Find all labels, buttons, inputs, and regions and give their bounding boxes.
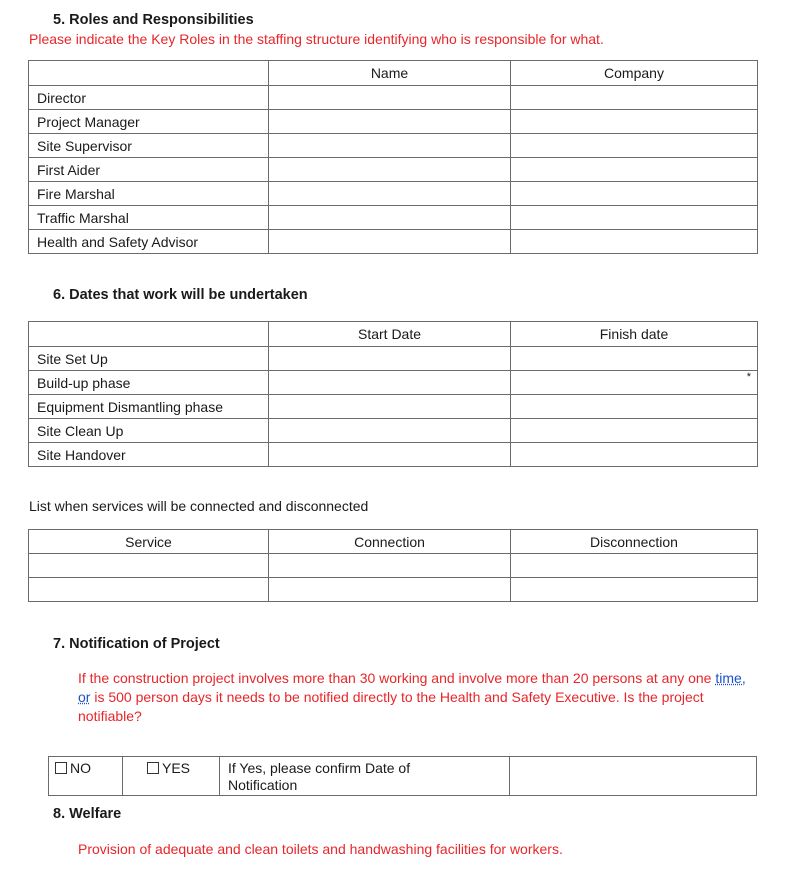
services-header-connection: Connection <box>269 530 511 554</box>
table-row <box>29 578 758 602</box>
company-cell[interactable] <box>511 134 758 158</box>
role-label: Fire Marshal <box>29 182 269 206</box>
services-header-disconnection: Disconnection <box>511 530 758 554</box>
phase-label: Equipment Dismantling phase <box>29 395 269 419</box>
role-label: Director <box>29 86 269 110</box>
start-date-cell[interactable] <box>269 395 511 419</box>
name-cell[interactable] <box>269 110 511 134</box>
roles-header-role <box>29 61 269 86</box>
service-cell[interactable] <box>29 578 269 602</box>
role-label: Traffic Marshal <box>29 206 269 230</box>
notification-table <box>48 756 757 796</box>
welfare-provision: Provision of adequate and clean toilets and handwashing facilities for workers. <box>78 841 563 857</box>
table-row <box>29 134 758 158</box>
services-header-service: Service <box>29 530 269 554</box>
dates-table <box>28 321 758 467</box>
table-row <box>29 371 758 395</box>
finish-date-cell[interactable] <box>511 419 758 443</box>
phase-label: Site Clean Up <box>29 419 269 443</box>
phase-label: Build-up phase <box>29 371 269 395</box>
dates-header-finish: Finish date <box>511 322 758 347</box>
name-cell[interactable] <box>269 182 511 206</box>
role-label: Project Manager <box>29 110 269 134</box>
phase-label: Site Set Up <box>29 347 269 371</box>
finish-date-cell[interactable] <box>511 443 758 467</box>
company-cell[interactable] <box>511 86 758 110</box>
name-cell[interactable] <box>269 86 511 110</box>
section-5-heading: 5. Roles and Responsibilities <box>53 12 254 28</box>
section-7-heading: 7. Notification of Project <box>53 636 220 652</box>
notification-row <box>49 757 757 796</box>
roles-header-name: Name <box>269 61 511 86</box>
table-row <box>29 110 758 134</box>
notification-text-before: If the construction project involves more than 30 working and involve more than 20 persons at any one <box>78 670 716 686</box>
company-cell[interactable] <box>511 182 758 206</box>
dates-header-start: Start Date <box>269 322 511 347</box>
table-row <box>29 230 758 254</box>
finish-date-cell[interactable] <box>511 371 758 395</box>
table-row <box>29 443 758 467</box>
no-checkbox[interactable] <box>55 762 67 774</box>
stray-mark: * <box>746 371 751 383</box>
disconnection-cell[interactable] <box>511 578 758 602</box>
services-intro: List when services will be connected and disconnected <box>29 498 369 514</box>
start-date-cell[interactable] <box>269 443 511 467</box>
finish-date-cell[interactable] <box>511 395 758 419</box>
table-row <box>29 554 758 578</box>
role-label: Site Supervisor <box>29 134 269 158</box>
table-row <box>29 158 758 182</box>
table-row <box>29 86 758 110</box>
company-cell[interactable] <box>511 206 758 230</box>
table-row <box>29 347 758 371</box>
roles-table <box>28 60 758 254</box>
yes-option[interactable] <box>123 757 220 796</box>
yes-label: YES <box>162 760 191 776</box>
company-cell[interactable] <box>511 110 758 134</box>
name-cell[interactable] <box>269 206 511 230</box>
notification-text-after: is 500 person days it needs to be notified directly to the Health and Safety Executive. Is the project notifiable? <box>78 689 704 724</box>
section-6-heading: 6. Dates that work will be undertaken <box>53 287 308 303</box>
company-cell[interactable] <box>511 158 758 182</box>
section-5-instruction: Please indicate the Key Roles in the staffing structure identifying who is responsible for what. <box>29 31 604 47</box>
no-label: NO <box>70 760 91 776</box>
start-date-cell[interactable] <box>269 347 511 371</box>
table-row <box>29 182 758 206</box>
dates-header-row <box>29 322 758 347</box>
yes-checkbox[interactable] <box>147 762 159 774</box>
services-table <box>28 529 758 602</box>
confirm-date-label: If Yes, please confirm Date of Notification <box>220 757 510 796</box>
name-cell[interactable] <box>269 230 511 254</box>
start-date-cell[interactable] <box>269 371 511 395</box>
time-or-link[interactable]: time, or <box>78 670 746 705</box>
role-label: First Aider <box>29 158 269 182</box>
start-date-cell[interactable] <box>269 419 511 443</box>
table-row <box>29 395 758 419</box>
finish-date-cell[interactable] <box>511 347 758 371</box>
section-8-heading: 8. Welfare <box>53 806 122 822</box>
name-cell[interactable] <box>269 134 511 158</box>
service-cell[interactable] <box>29 554 269 578</box>
notification-text <box>78 669 762 726</box>
connection-cell[interactable] <box>269 554 511 578</box>
disconnection-cell[interactable] <box>511 554 758 578</box>
name-cell[interactable] <box>269 158 511 182</box>
no-option[interactable] <box>49 757 123 796</box>
phase-label: Site Handover <box>29 443 269 467</box>
table-row <box>29 206 758 230</box>
notification-date-cell[interactable] <box>510 757 757 796</box>
roles-header-row <box>29 61 758 86</box>
services-header-row <box>29 530 758 554</box>
connection-cell[interactable] <box>269 578 511 602</box>
roles-header-company: Company <box>511 61 758 86</box>
table-row <box>29 419 758 443</box>
role-label: Health and Safety Advisor <box>29 230 269 254</box>
dates-header-phase <box>29 322 269 347</box>
company-cell[interactable] <box>511 230 758 254</box>
